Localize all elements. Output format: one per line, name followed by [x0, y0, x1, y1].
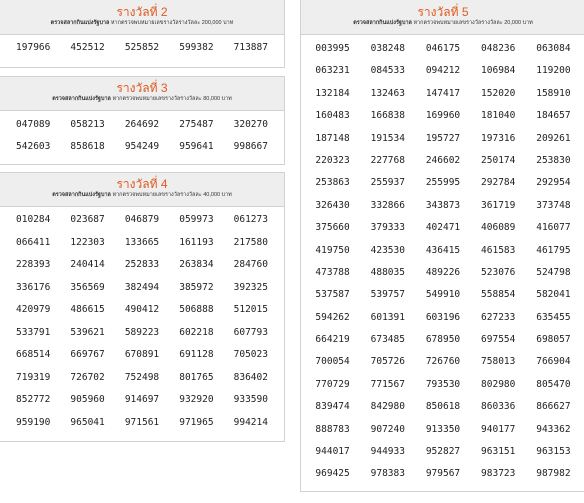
prize-5-number: 436415	[425, 244, 461, 256]
prize-4-number: 836402	[233, 371, 268, 383]
prize-4-number: 801765	[179, 371, 214, 383]
prize-3-number: 858618	[70, 141, 105, 152]
prize-4-number: 726702	[70, 371, 105, 383]
prize-4-number: 602218	[179, 326, 214, 338]
prize-4-number: 705023	[233, 349, 268, 360]
prize-5-number: 373748	[536, 199, 571, 211]
prize-5-number: 978383	[370, 468, 405, 480]
prize-5-number: 166838	[370, 110, 405, 122]
prize-5-number: 361719	[481, 199, 516, 211]
prize-5-number: 627233	[481, 311, 516, 323]
prize-4-number: 061273	[233, 214, 268, 225]
prize-5-number: 983723	[481, 468, 516, 480]
prize-5-number: 209261	[536, 132, 571, 144]
prize-5-number: 664219	[315, 334, 350, 346]
prize-4-number: 252833	[124, 259, 160, 270]
prize-4-number: 932920	[179, 394, 214, 405]
prize-2-header	[0, 0, 284, 35]
prize-4-number: 668514	[16, 349, 51, 360]
prize-4-number: 122303	[70, 236, 105, 248]
prize-5-number: 940177	[481, 423, 516, 435]
prize-5-number: 944017	[315, 446, 350, 458]
prize-4-number: 486615	[70, 304, 105, 315]
prize-4-number: 994214	[233, 416, 268, 428]
prize-5-number: 539757	[370, 289, 405, 301]
prize-5-number: 255995	[425, 177, 461, 189]
prize-5-number: 379333	[370, 222, 405, 234]
prize-5-number: 332866	[370, 199, 405, 211]
prize-2-numbers	[0, 35, 284, 55]
prize-5-header	[301, 0, 584, 35]
prize-4-number: 420979	[16, 304, 51, 315]
prize-4-number: 059973	[179, 214, 214, 225]
prize-3-number: 542603	[16, 141, 51, 152]
prize-5-number: 461583	[481, 244, 516, 256]
prize-4-number: 905960	[70, 394, 105, 405]
prize-5-number: 987982	[536, 468, 571, 480]
prize-5-numbers	[301, 35, 584, 481]
prize-5-number: 046175	[425, 43, 461, 54]
prize-4-subtitle	[0, 191, 284, 199]
prize-5-number: 601391	[370, 311, 405, 323]
prize-5-number: 119200	[536, 65, 571, 77]
prize-2-panel	[0, 0, 285, 68]
prize-5-number: 850618	[425, 401, 461, 413]
prize-5-number: 084533	[370, 65, 405, 77]
prize-3-panel	[0, 76, 285, 165]
prize-5-number: 594262	[315, 311, 350, 323]
prize-2-number: 452512	[70, 42, 105, 53]
prize-4-number: 392325	[233, 281, 268, 293]
prize-4-subtitle-text: หากตรวจพบหมายเลขรางวัลรางวัลละ 40,000 บาท	[110, 192, 232, 198]
prize-5-subtitle-bold: ตรวจสลากกินแบ่งรัฐบาล	[353, 20, 412, 26]
prize-3-number: 320270	[233, 119, 268, 130]
prize-5-number: 802980	[481, 378, 516, 390]
prize-5-number: 603196	[425, 311, 461, 323]
prize-3-subtitle-text: หากตรวจพบหมายเลขรางวัลรางวัลละ 80,000 บาท	[110, 96, 232, 102]
prize-4-number: 512015	[233, 304, 268, 315]
prize-5-number: 220323	[315, 154, 350, 166]
prize-4-number: 263834	[179, 259, 214, 270]
prize-5-number: 147417	[425, 87, 461, 99]
prize-5-number: 558854	[481, 289, 516, 301]
prize-5-number: 184657	[536, 110, 571, 122]
prize-4-number: 971965	[179, 416, 214, 428]
prize-5-number: 963153	[536, 446, 571, 458]
prize-5-number: 678950	[425, 334, 461, 346]
prize-5-number: 943362	[536, 423, 571, 435]
prize-4-number: 607793	[233, 326, 268, 338]
prize-5-number: 963151	[481, 446, 516, 458]
prize-5-title: รางวัลที่ 5	[417, 5, 469, 19]
prize-2-number: 197966	[16, 42, 51, 53]
prize-4-number: 046879	[124, 214, 160, 225]
prize-2-number: 713887	[233, 42, 268, 53]
prize-5-number: 952827	[425, 446, 461, 458]
prize-5-number: 003995	[315, 43, 350, 54]
prize-5-number: 227768	[370, 154, 405, 166]
prize-5-number: 700054	[315, 356, 350, 368]
prize-5-number: 839474	[315, 401, 350, 413]
prize-4-numbers	[0, 207, 284, 430]
prize-2-number: 599382	[179, 42, 214, 53]
prize-5-number: 758013	[481, 356, 516, 368]
prize-5-number: 860336	[481, 401, 516, 413]
prize-5-number: 698057	[536, 334, 571, 346]
prize-5-number: 132184	[315, 87, 350, 99]
prize-5-number: 197316	[481, 132, 516, 144]
prize-3-number: 047089	[16, 119, 51, 130]
prize-3-header	[0, 77, 284, 111]
prize-5-number: 979567	[425, 468, 461, 480]
prize-5-panel	[300, 0, 584, 492]
prize-5-subtitle-text: หากตรวจพบหมายเลขรางวัลรางวัลละ 20,000 บาท	[411, 20, 533, 26]
prize-5-number: 423530	[370, 244, 405, 256]
prize-5-number: 191534	[370, 132, 405, 144]
prize-5-number: 343873	[425, 199, 461, 211]
prize-2-subtitle	[0, 19, 284, 27]
prize-5-number: 524798	[536, 266, 571, 278]
prize-5-number: 673485	[370, 334, 405, 346]
prize-4-number: 533791	[16, 326, 51, 338]
prize-4-number: 010284	[16, 214, 51, 225]
prize-5-number: 523076	[481, 266, 516, 278]
prize-5-number: 181040	[481, 110, 516, 122]
prize-5-number: 326430	[315, 199, 350, 211]
prize-2-number: 525852	[124, 42, 160, 53]
prize-5-number: 944933	[370, 446, 405, 458]
prize-5-number: 489226	[425, 266, 461, 278]
prize-5-number: 255937	[370, 177, 405, 189]
prize-3-number: 954249	[124, 141, 160, 152]
prize-5-number: 132463	[370, 87, 405, 99]
prize-4-number: 691128	[179, 349, 214, 360]
prize-5-number: 793530	[425, 378, 461, 390]
prize-2-title: รางวัลที่ 2	[116, 5, 168, 19]
prize-5-number: 866627	[536, 401, 571, 413]
prize-5-number: 969425	[315, 468, 350, 480]
prize-4-number: 133665	[124, 236, 160, 248]
prize-4-number: 914697	[124, 394, 160, 405]
prize-4-number: 752498	[124, 371, 160, 383]
prize-4-number: 240414	[70, 259, 105, 270]
prize-4-number: 023687	[70, 214, 105, 225]
prize-5-number: 292784	[481, 177, 516, 189]
prize-3-numbers	[0, 111, 284, 154]
prize-3-number: 275487	[179, 119, 214, 130]
prize-5-number: 253863	[315, 177, 350, 189]
prize-5-number: 537587	[315, 289, 350, 301]
prize-4-number: 336176	[16, 281, 51, 293]
prize-4-number: 217580	[233, 236, 268, 248]
prize-3-number: 264692	[124, 119, 160, 130]
prize-5-number: 907240	[370, 423, 405, 435]
prize-4-number: 066411	[16, 236, 51, 248]
prize-5-number: 635455	[536, 311, 571, 323]
prize-3-number: 058213	[70, 119, 105, 130]
prize-4-panel	[0, 172, 285, 442]
prize-5-number: 805470	[536, 378, 571, 390]
prize-5-number: 063231	[315, 65, 350, 77]
prize-4-subtitle-bold: ตรวจสลากกินแบ่งรัฐบาล	[52, 192, 111, 198]
prize-5-number: 488035	[370, 266, 405, 278]
prize-5-number: 195727	[425, 132, 461, 144]
prize-5-number: 705726	[370, 356, 405, 368]
prize-5-number: 461795	[536, 244, 571, 256]
prize-5-number: 292954	[536, 177, 571, 189]
prize-5-number: 406089	[481, 222, 516, 234]
prize-5-number: 473788	[315, 266, 350, 278]
prize-5-number: 697554	[481, 334, 516, 346]
prize-5-number: 160483	[315, 110, 350, 122]
prize-5-number: 913350	[425, 423, 461, 435]
prize-5-subtitle	[301, 19, 584, 27]
prize-4-number: 959190	[16, 416, 51, 428]
prize-4-number: 539621	[70, 326, 105, 338]
prize-4-number: 506888	[179, 304, 214, 315]
prize-4-number: 933590	[233, 394, 268, 405]
prize-5-number: 048236	[481, 43, 516, 54]
prize-5-number: 416077	[536, 222, 571, 234]
prize-5-number: 419750	[315, 244, 350, 256]
prize-5-number: 253830	[536, 154, 571, 166]
prize-4-number: 284760	[233, 259, 268, 270]
prize-3-number: 959641	[179, 141, 214, 152]
prize-5-number: 158910	[536, 87, 571, 99]
prize-5-number: 771567	[370, 378, 405, 390]
prize-5-number: 549910	[425, 289, 461, 301]
prize-4-number: 719319	[16, 371, 51, 383]
prize-5-number: 582041	[536, 289, 571, 301]
prize-4-number: 965041	[70, 416, 105, 428]
prize-5-number: 842980	[370, 401, 405, 413]
prize-3-subtitle	[0, 95, 284, 103]
prize-2-subtitle-bold: ตรวจสลากกินแบ่งรัฐบาล	[50, 20, 110, 26]
prize-4-number: 971561	[124, 416, 160, 428]
prize-4-header	[0, 173, 284, 207]
prize-5-number: 038248	[370, 43, 405, 54]
prize-4-number: 669767	[70, 349, 105, 360]
prize-4-number: 490412	[124, 304, 160, 315]
prize-4-number: 228393	[16, 259, 51, 270]
prize-5-number: 888783	[315, 423, 350, 435]
prize-5-number: 169960	[425, 110, 461, 122]
prize-5-number: 187148	[315, 132, 350, 144]
prize-5-number: 094212	[425, 65, 461, 77]
prize-5-number: 106984	[481, 65, 516, 77]
prize-4-number: 382494	[124, 281, 160, 293]
prize-5-number: 152020	[481, 87, 516, 99]
prize-5-number: 063084	[536, 43, 571, 54]
prize-5-number: 250174	[481, 154, 516, 166]
prize-5-number: 766904	[536, 356, 571, 368]
prize-4-number: 161193	[179, 236, 214, 248]
prize-5-number: 375660	[315, 222, 350, 234]
prize-3-number: 998667	[233, 141, 268, 152]
prize-4-number: 356569	[70, 281, 105, 293]
prize-3-title: รางวัลที่ 3	[116, 81, 168, 95]
prize-5-number: 726760	[425, 356, 461, 368]
prize-4-number: 670891	[124, 349, 160, 360]
prize-5-number: 770729	[315, 378, 350, 390]
prize-4-number: 589223	[124, 326, 160, 338]
prize-4-number: 385972	[179, 281, 214, 293]
prize-2-subtitle-text: หากตรวจพบหมายเลขรางวัลรางวัลละ 200,000 บาท	[109, 20, 234, 26]
prize-5-number: 402471	[425, 222, 461, 234]
prize-3-subtitle-bold: ตรวจสลากกินแบ่งรัฐบาล	[52, 96, 111, 102]
prize-4-title: รางวัลที่ 4	[116, 177, 168, 191]
prize-5-number: 246602	[425, 154, 461, 166]
prize-4-number: 852772	[16, 394, 51, 405]
